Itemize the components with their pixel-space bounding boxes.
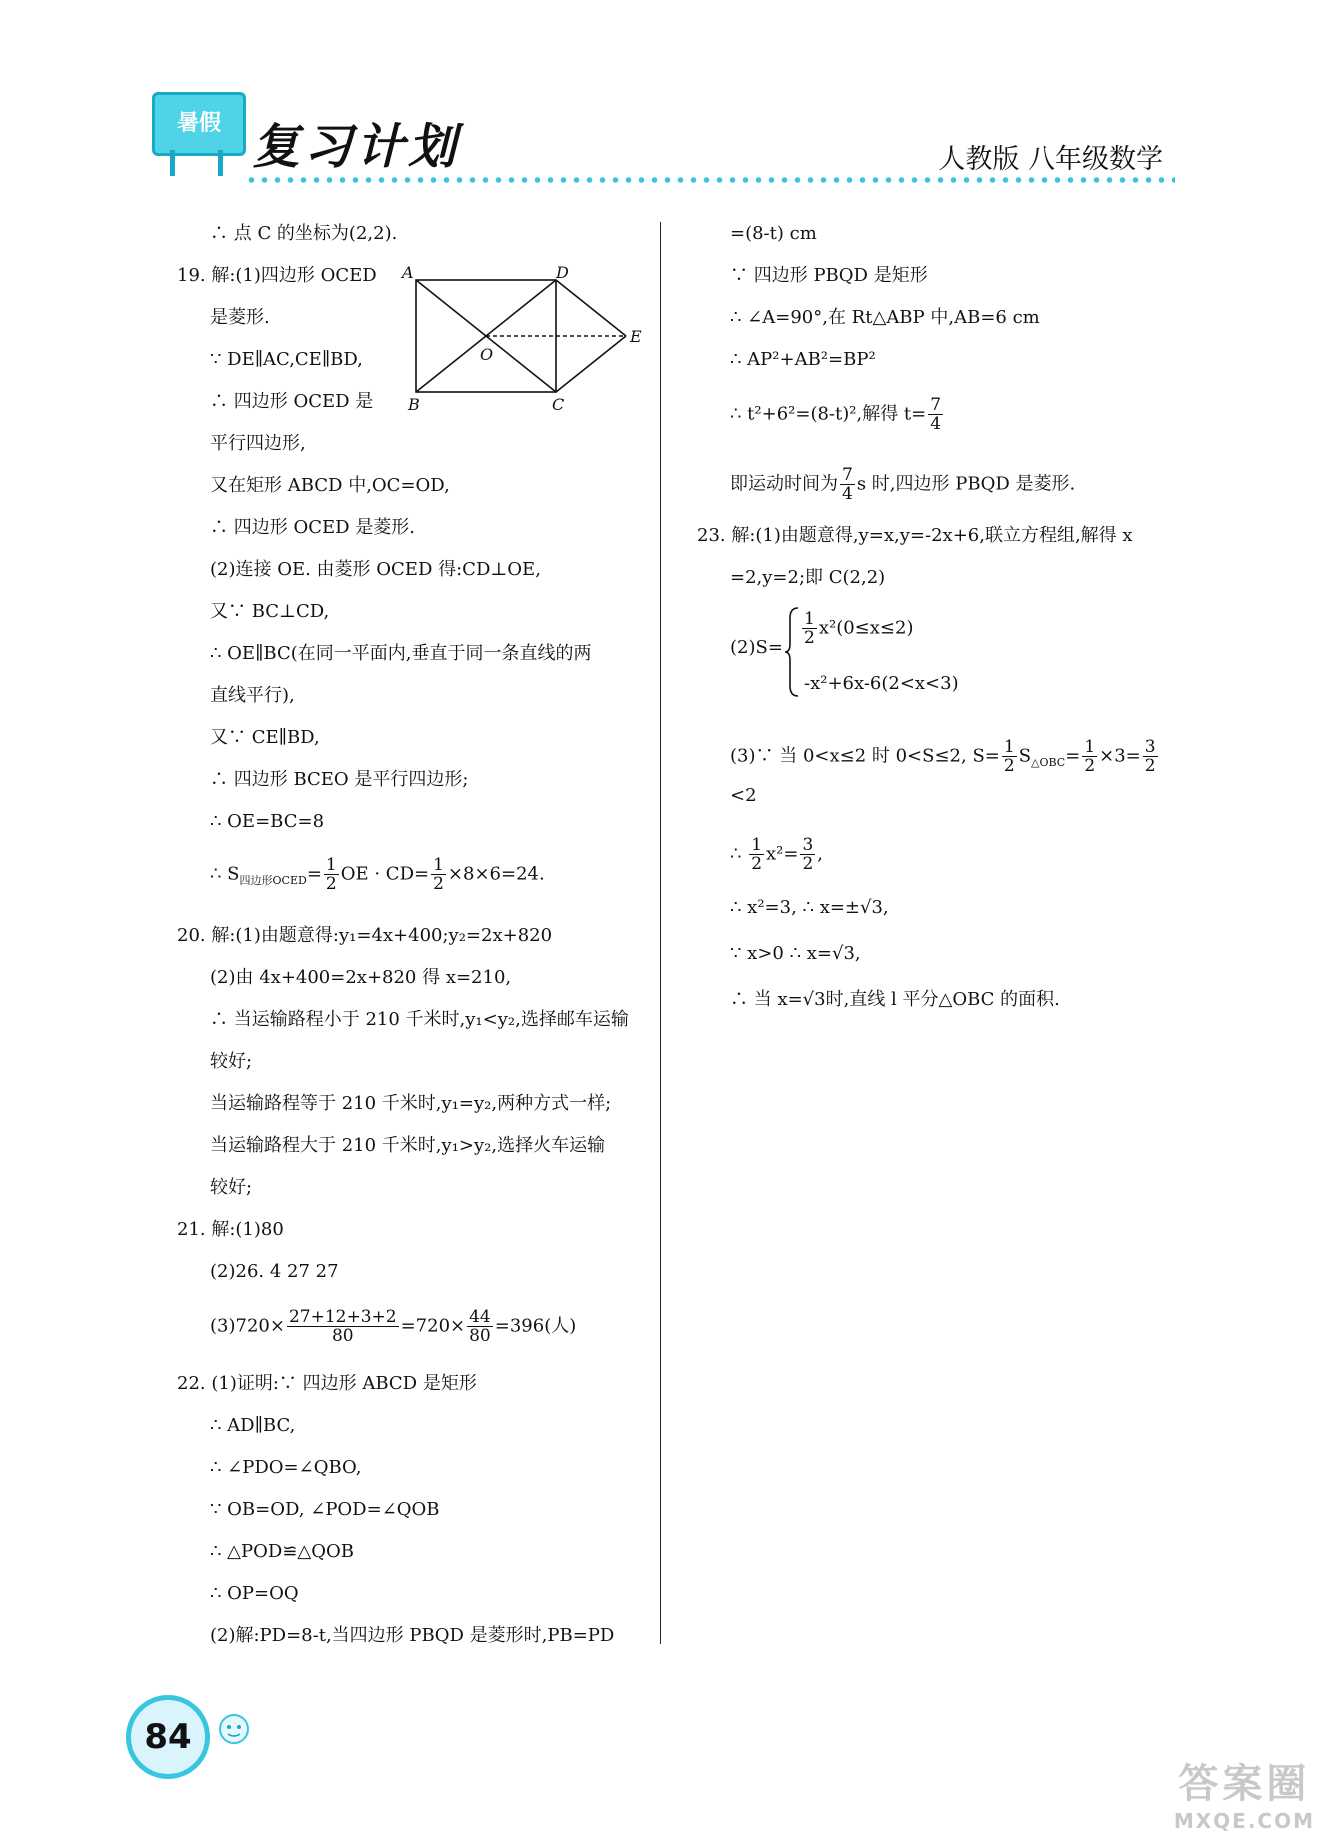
piecewise-label: (2)S= <box>730 637 783 658</box>
denominator: 2 <box>325 874 337 894</box>
text-line: (2)解:PD=8-t,当四边形 PBQD 是菱形时,PB=PD <box>210 1625 615 1646</box>
text-line: 当运输路程等于 210 千米时,y₁=y₂,两种方式一样; <box>210 1093 612 1114</box>
denominator: 4 <box>930 414 942 434</box>
numerator: 1 <box>751 835 763 855</box>
numerator: 44 <box>469 1307 491 1327</box>
formula-part: = <box>1065 745 1081 767</box>
formula-part: (3)∵ 当 0<x≤2 时 0<S≤2, S= <box>730 745 1000 767</box>
text-line: ∴ x²=3, ∴ x=±√3, <box>730 897 889 918</box>
text-line: ∵ DE∥AC,CE∥BD, <box>210 349 363 370</box>
formula-area <box>730 466 1075 503</box>
fraction <box>1082 738 1097 775</box>
question-19-heading: 19. 解:(1)四边形 OCED <box>177 265 377 286</box>
text-line: ∴ 四边形 OCED 是菱形. <box>210 517 415 538</box>
numerator: 1 <box>804 609 815 629</box>
denominator: 2 <box>433 874 444 894</box>
point-o-label: O <box>480 345 494 364</box>
question-23-heading: 23. 解:(1)由题意得,y=x,y=-2x+6,联立方程组,解得 x <box>697 525 1133 546</box>
question-22-heading: 22. (1)证明:∵ 四边形 ABCD 是矩形 <box>177 1373 477 1394</box>
text-line: ∴ AP²+AB²=BP² <box>730 349 876 370</box>
fraction <box>840 466 855 503</box>
numerator: 1 <box>433 855 444 875</box>
text-line: ∵ 四边形 PBQD 是矩形 <box>730 265 928 286</box>
formula-subscript: 四边形OCED <box>239 874 307 888</box>
formula-part: x²= <box>766 843 799 865</box>
numerator: 7 <box>930 395 942 415</box>
formula-area <box>210 1308 576 1345</box>
text-line: ∴ ∠A=90°,在 Rt△ABP 中,AB=6 cm <box>730 307 1040 328</box>
fraction <box>928 396 943 433</box>
fraction <box>1002 738 1017 775</box>
vertex-b-label: B <box>408 395 420 412</box>
formula-area <box>210 856 545 893</box>
denominator: 4 <box>842 484 853 504</box>
formula-part: 即运动时间为 <box>730 473 838 495</box>
formula-part: ∴ t²+6²=(8-t)²,解得 t= <box>730 403 927 425</box>
page-title: 复习计划 <box>252 119 461 175</box>
segment-ce <box>556 336 626 392</box>
denominator: 2 <box>804 628 815 648</box>
formula-part: ∴ <box>730 843 748 865</box>
text-line: =2,y=2;即 C(2,2) <box>730 567 886 588</box>
text-line: ∴ 当 x=√3时,直线 l 平分△OBC 的面积. <box>730 989 1060 1010</box>
vertex-d-label: D <box>556 263 569 282</box>
question-21-heading: 21. 解:(1)80 <box>177 1219 284 1240</box>
text-line: ∴ △POD≌△QOB <box>210 1541 354 1562</box>
text-line: 是菱形. <box>210 307 270 328</box>
fraction <box>749 836 764 873</box>
formula-part: ×8×6=24. <box>447 863 545 885</box>
fraction <box>800 836 815 873</box>
numerator: 1 <box>325 855 337 875</box>
denominator: 2 <box>751 854 763 874</box>
fraction <box>431 856 446 893</box>
point-e-label: E <box>630 327 642 346</box>
denominator: 2 <box>1084 756 1096 776</box>
vertex-a-label: A <box>402 263 414 282</box>
text-line: ∴ OP=OQ <box>210 1583 299 1604</box>
text-line: ∴ 四边形 OCED 是 <box>210 391 374 412</box>
formula-part: = <box>306 863 322 885</box>
watermark <box>1174 1752 1315 1833</box>
segment-de <box>556 280 626 336</box>
text-line: 较好; <box>210 1177 253 1198</box>
fraction <box>467 1308 493 1345</box>
watermark-title: 答案圈 <box>1178 1761 1311 1807</box>
formula-part: ×3= <box>1099 745 1141 767</box>
dotted-divider <box>245 176 1175 184</box>
formula-part: (3)720× <box>210 1315 285 1337</box>
fraction <box>324 856 339 893</box>
piecewise-case-2: -x²+6x-6(2<x<3) <box>804 673 959 694</box>
formula-part: , <box>817 843 824 865</box>
text-line: ∵ x>0 ∴ x=√3, <box>730 943 861 964</box>
text-line: 较好; <box>210 1051 253 1072</box>
formula-part: S <box>1018 745 1032 767</box>
formula-area <box>730 738 1160 775</box>
cartoon-decoration-icon <box>212 1705 258 1751</box>
summer-badge: 暑假 <box>152 92 246 156</box>
text-line: 平行四边形, <box>210 433 306 454</box>
text-line: ∴ OE∥BC(在同一平面内,垂直于同一条直线的两 <box>210 643 592 664</box>
text-line: =(8-t) cm <box>730 223 817 244</box>
vertex-c-label: C <box>552 395 565 412</box>
formula-part: OE · CD= <box>340 863 430 885</box>
denominator: 80 <box>331 1326 354 1346</box>
watermark-url: MXQE.COM <box>1173 1809 1315 1833</box>
text-line: ∵ OB=OD, ∠POD=∠QOB <box>210 1499 440 1520</box>
fraction <box>287 1308 399 1345</box>
denominator: 2 <box>1144 756 1156 776</box>
text-line: ∴ 四边形 BCEO 是平行四边形; <box>210 769 469 790</box>
edition-label: 人教版 八年级数学 <box>938 144 1163 175</box>
numerator: 3 <box>802 835 814 855</box>
formula-part: =396(人) <box>494 1315 577 1337</box>
page-number: 84 <box>126 1695 210 1779</box>
formula-part: ∴ S <box>210 863 240 885</box>
formula-part: =720× <box>400 1315 466 1337</box>
text-line: ∴ OE=BC=8 <box>210 811 325 832</box>
text-line: ∴ AD∥BC, <box>210 1415 296 1436</box>
column-divider <box>660 222 661 1644</box>
text-line: ∴ 当运输路程小于 210 千米时,y₁<y₂,选择邮车运输 <box>210 1009 629 1030</box>
text-line: 又∵ BC⊥CD, <box>210 601 330 622</box>
numerator: 7 <box>842 465 853 485</box>
numerator: 3 <box>1144 737 1156 757</box>
fraction <box>802 610 817 647</box>
formula-area <box>730 836 823 873</box>
piecewise-case-1 <box>800 610 913 647</box>
formula-part: x²(0≤x≤2) <box>818 617 914 639</box>
formula-subscript: △OBC <box>1031 756 1066 770</box>
text-line: 又在矩形 ABCD 中,OC=OD, <box>210 475 450 496</box>
text-line: (2)连接 OE. 由菱形 OCED 得:CD⊥OE, <box>210 559 541 580</box>
rectangle-rhombus-diagram <box>400 262 650 412</box>
text-line: (2)26. 4 27 27 <box>210 1261 339 1282</box>
numerator: 1 <box>1084 737 1096 757</box>
formula-area <box>730 396 945 433</box>
badge-leg-right <box>218 150 223 176</box>
denominator: 80 <box>469 1326 491 1346</box>
denominator: 2 <box>1003 756 1015 776</box>
denominator: 2 <box>802 854 814 874</box>
text-line: 当运输路程大于 210 千米时,y₁>y₂,选择火车运输 <box>210 1135 606 1156</box>
text-line: 又∵ CE∥BD, <box>210 727 320 748</box>
text-line: ∴ 点 C 的坐标为(2,2). <box>210 223 398 244</box>
text-line: ∴ ∠PDO=∠QBO, <box>210 1457 362 1478</box>
text-line: (2)由 4x+400=2x+820 得 x=210, <box>210 967 512 988</box>
badge-leg-left <box>170 150 175 176</box>
formula-part: s 时,四边形 PBQD 是菱形. <box>856 473 1076 495</box>
question-20-heading: 20. 解:(1)由题意得:y₁=4x+400;y₂=2x+820 <box>177 925 553 946</box>
text-line: 直线平行), <box>210 685 295 706</box>
numerator: 1 <box>1003 737 1015 757</box>
numerator: 27+12+3+2 <box>288 1307 397 1327</box>
text-line: <2 <box>730 785 757 806</box>
fraction <box>1143 738 1158 775</box>
